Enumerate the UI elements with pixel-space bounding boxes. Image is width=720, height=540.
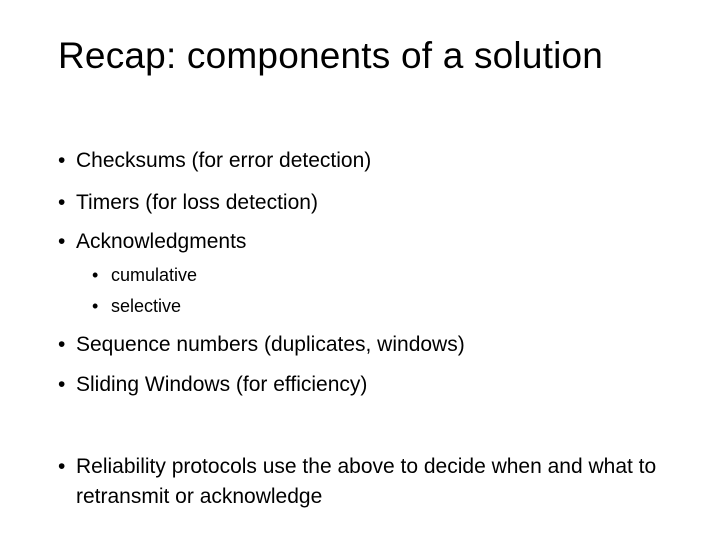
sub-bullet-text: selective [111, 296, 182, 316]
bullet-marker: • [58, 191, 66, 214]
sub-bullet-marker: • [92, 296, 99, 316]
sub-bullet-marker: • [92, 265, 99, 285]
bullet-marker: • [58, 230, 66, 253]
bullet-marker: • [58, 149, 66, 172]
bullet-marker: • [58, 373, 66, 396]
bullet-text: Checksums (for error detection) [76, 149, 372, 172]
slide-title: Recap: components of a solution [58, 35, 604, 76]
bullet-text: Sliding Windows (for efficiency) [76, 373, 368, 396]
bullet-text: Reliability protocols use the above to decide when and what to retransmit or acknowledge [76, 455, 657, 508]
bullet-text: Acknowledgments [76, 230, 247, 253]
bullet-text: Sequence numbers (duplicates, windows) [76, 333, 465, 356]
bullet-text: Timers (for loss detection) [76, 191, 318, 214]
bullet-marker: • [58, 333, 66, 356]
bullet-marker: • [58, 455, 66, 478]
sub-bullet-text: cumulative [111, 265, 198, 285]
